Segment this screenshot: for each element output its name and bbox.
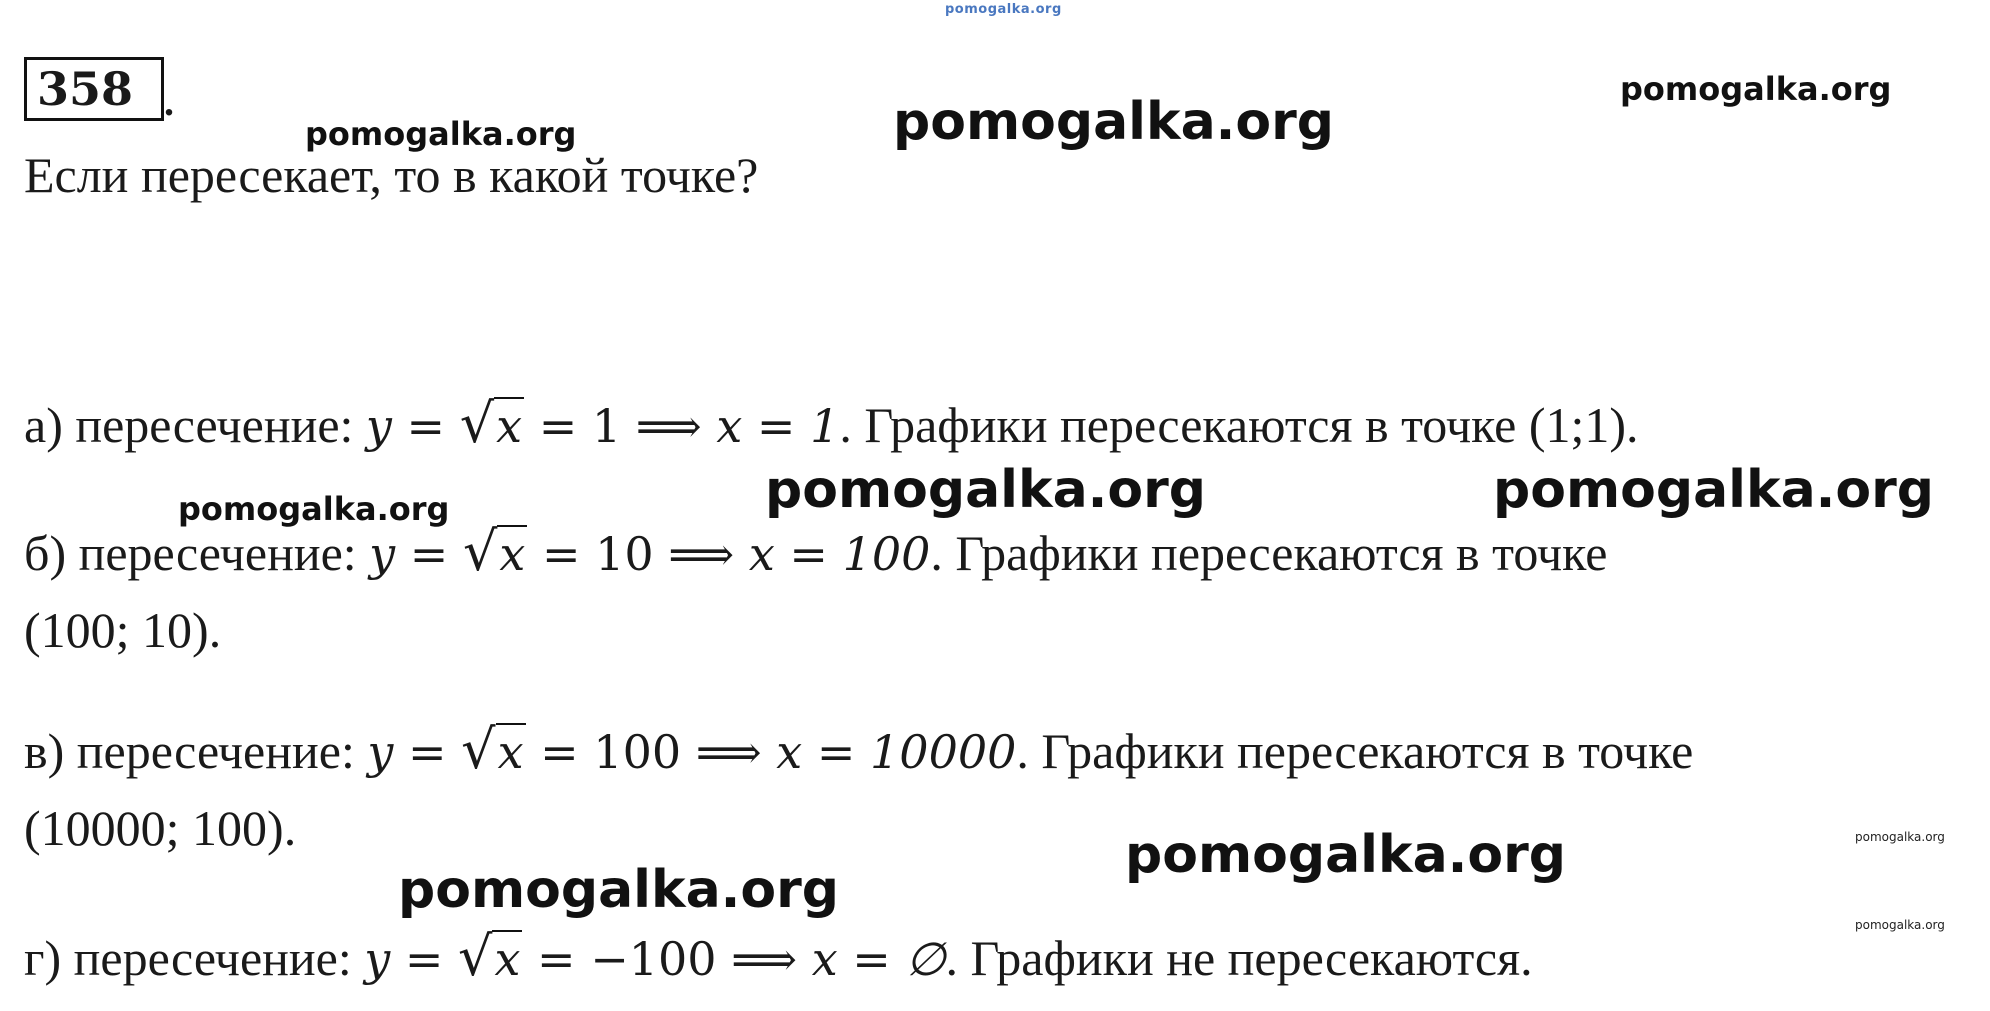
implies-icon: ⟹: [635, 399, 702, 453]
sqrt-symbol: √x: [458, 925, 521, 988]
answer-b-cont: (100; 10).: [24, 602, 222, 658]
problem-number-dot: .: [164, 79, 174, 124]
answer-text: . Графики не пересекаются.: [945, 930, 1533, 986]
answer-b: [24, 520, 1608, 583]
math-x: x: [496, 399, 523, 453]
math-value: = −100: [522, 932, 732, 986]
math-eq: =: [395, 527, 463, 581]
math-eq: =: [390, 932, 459, 986]
math-eq: =: [391, 399, 460, 453]
watermark: pomogalka.org: [893, 92, 1335, 152]
math-x: x: [499, 527, 526, 581]
math-y: y: [369, 527, 396, 581]
watermark: pomogalka.org: [178, 490, 450, 528]
math-y: y: [367, 725, 394, 779]
math-value: = 10: [527, 527, 669, 581]
answer-prefix: б) пересечение:: [24, 525, 370, 581]
answer-c-cont: (10000; 100).: [24, 800, 297, 856]
math-x: x: [497, 725, 524, 779]
answer-prefix: в) пересечение:: [24, 723, 368, 779]
math-result: x = 10000: [761, 725, 1017, 779]
math-value: = 1: [524, 399, 636, 453]
answer-text: . Графики пересекаются в точке: [1016, 723, 1694, 779]
watermark: pomogalka.org: [1125, 825, 1567, 885]
watermark: pomogalka.org: [305, 115, 577, 153]
math-y: y: [365, 399, 392, 453]
math-result: x = 100: [734, 527, 931, 581]
watermark: pomogalka.org: [1855, 918, 1945, 932]
problem-question: Если пересекает, то в какой точке?: [24, 147, 759, 203]
answer-c: [24, 718, 1694, 781]
watermark: pomogalka.org: [765, 460, 1207, 520]
math-eq: =: [393, 725, 462, 779]
implies-icon: ⟹: [731, 932, 798, 986]
math-value: = 100: [525, 725, 696, 779]
sqrt-symbol: √x: [459, 392, 523, 455]
answer-prefix: а) пересечение:: [24, 397, 366, 453]
watermark: pomogalka.org: [1855, 830, 1945, 844]
math-result: x = ∅: [797, 932, 946, 986]
math-result: x = 1: [701, 399, 840, 453]
watermark: pomogalka.org: [1620, 70, 1892, 108]
watermark-top: pomogalka.org: [945, 2, 1062, 17]
math-x: x: [494, 932, 521, 986]
sqrt-symbol: √x: [462, 520, 526, 583]
answer-a: [24, 392, 1639, 455]
implies-icon: ⟹: [668, 527, 735, 581]
watermark: pomogalka.org: [1493, 460, 1935, 520]
implies-icon: ⟹: [695, 725, 762, 779]
answer-text: . Графики пересекаются в точке: [930, 525, 1608, 581]
answer-prefix: г) пересечение:: [24, 930, 365, 986]
math-y: y: [364, 932, 391, 986]
watermark: pomogalka.org: [398, 860, 840, 920]
problem-number: 358: [24, 57, 164, 121]
answer-d: [24, 925, 1533, 988]
sqrt-symbol: √x: [461, 718, 524, 781]
answer-text: . Графики пересекаются в точке (1;1).: [839, 397, 1639, 453]
